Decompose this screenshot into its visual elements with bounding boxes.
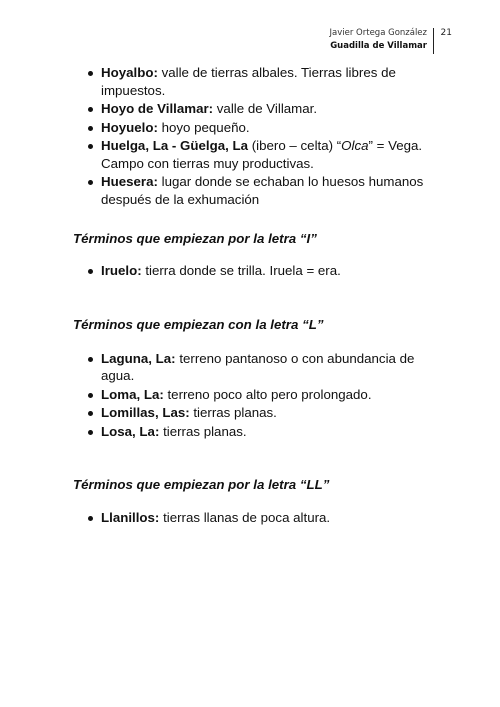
definition: tierras planas.	[159, 423, 247, 439]
header-names	[330, 27, 427, 53]
term: Losa, La:	[101, 423, 160, 439]
bullet-icon	[88, 357, 93, 362]
term: Loma, La:	[101, 386, 164, 402]
header-title: Guadilla de Villamar	[330, 41, 427, 51]
bullet-icon	[88, 411, 93, 416]
definition-after: ” = Vega. Campo con tierras muy productivas.	[101, 138, 423, 171]
definition: tierras planas.	[189, 405, 277, 420]
definition: tierra donde se trilla. Iruela = era.	[141, 262, 341, 278]
header-author: Javier Ortega González	[329, 28, 427, 38]
term: Huesera:	[101, 174, 158, 189]
list-item	[73, 350, 443, 385]
list-item	[73, 100, 443, 118]
list-item	[73, 423, 443, 441]
list-item	[73, 64, 443, 99]
definition: valle de tierras albales. Tierras libres de impuestos.	[101, 65, 396, 98]
term: Llanillos:	[101, 509, 160, 525]
bullet-icon	[88, 126, 93, 131]
definition-before: (ibero – celta) “	[248, 138, 342, 153]
definition-italic: Olca	[341, 138, 369, 153]
list-item	[73, 137, 443, 172]
definition: terreno pantanoso o con abundancia de agua.	[101, 350, 415, 383]
list-item	[73, 262, 443, 280]
list-letter-h	[73, 64, 443, 208]
definition: valle de Villamar.	[213, 101, 318, 116]
definition: terreno poco alto pero prolongado.	[163, 386, 372, 402]
list-item	[73, 119, 443, 137]
list-letter-l	[73, 350, 443, 441]
list-item	[73, 386, 443, 404]
section-heading-l: Términos que empiezan con la letra “L”	[73, 317, 324, 332]
term: Hoyuelo:	[101, 119, 158, 135]
section-heading-i: Términos que empiezan por la letra “I”	[73, 231, 317, 246]
term: Laguna, La:	[101, 350, 176, 366]
term: Hoyalbo:	[101, 65, 158, 80]
bullet-icon	[88, 107, 93, 112]
definition: lugar donde se echaban lo huesos humanos después de la exhumación	[101, 174, 424, 207]
term: Hoyo de Villamar:	[101, 101, 214, 116]
definition: tierras llanas de poca altura.	[159, 509, 331, 525]
list-letter-ll	[73, 509, 443, 527]
bullet-icon	[88, 144, 93, 149]
section-heading-ll: Términos que empiezan por la letra “LL”	[73, 477, 330, 492]
bullet-icon	[88, 393, 93, 398]
list-item	[73, 509, 443, 527]
term: Huelga, La - Güelga, La	[101, 138, 249, 153]
page-number: 21	[440, 28, 452, 38]
list-item	[73, 404, 443, 422]
bullet-icon	[88, 71, 93, 76]
term: Iruelo:	[101, 262, 142, 278]
bullet-icon	[88, 180, 93, 185]
term: Lomillas, Las:	[101, 405, 190, 420]
bullet-icon	[88, 269, 93, 274]
definition: hoyo pequeño.	[157, 119, 250, 135]
list-letter-i	[73, 262, 443, 280]
page-body	[73, 64, 443, 527]
bullet-icon	[88, 430, 93, 435]
header-divider	[433, 28, 434, 54]
list-item	[73, 173, 443, 208]
bullet-icon	[88, 516, 93, 521]
